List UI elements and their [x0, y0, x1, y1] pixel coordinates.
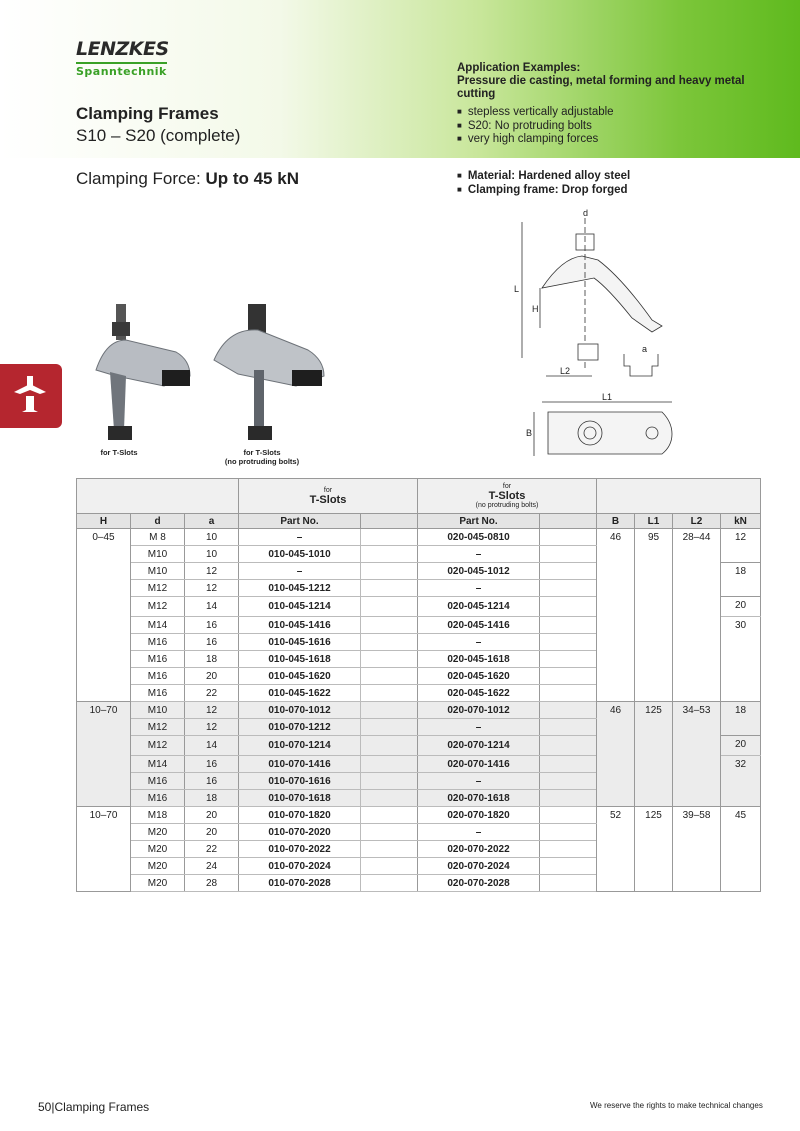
table-cell: 010-070-2020 — [239, 824, 361, 841]
table-cell — [361, 719, 418, 736]
table-row — [77, 529, 761, 546]
table-cell — [540, 597, 597, 617]
table-cell: M16 — [131, 773, 185, 790]
table-cell — [361, 790, 418, 807]
table-cell: M16 — [131, 790, 185, 807]
table-cell: M12 — [131, 597, 185, 617]
table-cell: 34–53 — [673, 702, 721, 807]
feature-item: ■ S20: No protruding bolts — [457, 120, 614, 134]
table-cell: 020-045-1416 — [418, 617, 540, 634]
table-cell — [540, 756, 597, 773]
table-cell: M10 — [131, 702, 185, 719]
table-cell: 16 — [185, 773, 239, 790]
table-cell — [540, 668, 597, 685]
table-cell: 020-045-1622 — [418, 685, 540, 702]
table-cell: 020-070-1416 — [418, 756, 540, 773]
feature-list — [457, 106, 614, 147]
spec-table — [76, 478, 761, 892]
table-cell: 010-045-1010 — [239, 546, 361, 563]
table-cell — [540, 790, 597, 807]
table-cell: 10–70 — [77, 807, 131, 892]
table-cell: M20 — [131, 875, 185, 892]
table-cell: 46 — [597, 702, 635, 807]
table-cell: 010-070-1212 — [239, 719, 361, 736]
table-cell — [361, 546, 418, 563]
table-cell — [540, 875, 597, 892]
caption-right-line2: (no protruding bolts) — [224, 457, 300, 466]
table-cell — [361, 841, 418, 858]
group-note: (no protruding bolts) — [475, 502, 539, 509]
blank-header-cell — [597, 479, 761, 514]
table-cell: 18 — [721, 702, 761, 736]
brand-logo — [76, 38, 186, 80]
table-cell: 12 — [185, 702, 239, 719]
table-cell: – — [418, 719, 540, 736]
table-cell: M18 — [131, 807, 185, 824]
table-cell: 020-070-2024 — [418, 858, 540, 875]
table-cell: M14 — [131, 756, 185, 773]
table-cell: – — [239, 563, 361, 580]
table-cell: 0–45 — [77, 529, 131, 702]
technical-drawing — [512, 208, 692, 458]
table-cell — [361, 858, 418, 875]
table-cell — [361, 685, 418, 702]
table-cell: 95 — [635, 529, 673, 702]
feature-item: ■ very high clamping forces — [457, 133, 614, 147]
group-for: for — [323, 486, 333, 494]
clamp-photo-right-image — [208, 300, 333, 450]
table-cell: M 8 — [131, 529, 185, 546]
col-header: Part No. — [239, 514, 361, 529]
application-heading — [457, 62, 757, 101]
table-cell: 12 — [185, 719, 239, 736]
table-cell — [361, 773, 418, 790]
group-name: T-Slots — [309, 493, 347, 506]
table-cell — [361, 617, 418, 634]
table-cell: – — [418, 546, 540, 563]
table-cell: 020-070-2028 — [418, 875, 540, 892]
table-cell: 020-070-2022 — [418, 841, 540, 858]
application-label: Application Examples: — [457, 62, 581, 74]
table-cell: 010-045-1618 — [239, 651, 361, 668]
table-cell: M20 — [131, 841, 185, 858]
table-cell: 16 — [185, 756, 239, 773]
table-cell — [540, 546, 597, 563]
table-cell: 010-070-1618 — [239, 790, 361, 807]
table-cell: 020-070-1012 — [418, 702, 540, 719]
table-cell: 010-070-1416 — [239, 756, 361, 773]
table-cell — [540, 617, 597, 634]
page-subtitle: S10 – S20 (complete) — [76, 126, 241, 145]
table-cell: 010-070-1616 — [239, 773, 361, 790]
caption-left: for T-Slots — [100, 448, 138, 457]
table-cell: 010-045-1212 — [239, 580, 361, 597]
brand-name: LENZKES — [76, 38, 169, 60]
table-cell: M20 — [131, 824, 185, 841]
table-cell: 45 — [721, 807, 761, 892]
table-cell: 010-045-1620 — [239, 668, 361, 685]
table-cell — [361, 597, 418, 617]
table-cell — [361, 875, 418, 892]
table-cell — [540, 807, 597, 824]
table-cell — [361, 702, 418, 719]
table-cell: 10 — [185, 546, 239, 563]
material-item: ■ Clamping frame: Drop forged — [457, 184, 630, 198]
group-for: for — [502, 483, 512, 490]
table-column-header — [77, 514, 761, 529]
table-cell: M20 — [131, 858, 185, 875]
table-cell: 020-070-1618 — [418, 790, 540, 807]
page-footer: 50|Clamping Frames — [38, 1100, 150, 1114]
blank-header-cell — [77, 479, 239, 514]
table-cell — [361, 529, 418, 546]
table-cell: 125 — [635, 807, 673, 892]
table-cell — [540, 580, 597, 597]
table-cell — [361, 563, 418, 580]
table-cell — [361, 736, 418, 756]
group-header-tslots-np — [418, 479, 597, 514]
table-cell — [540, 824, 597, 841]
table-cell: 010-045-1416 — [239, 617, 361, 634]
table-cell: 22 — [185, 841, 239, 858]
table-cell: 30 — [721, 617, 761, 702]
group-header-tslots — [239, 479, 418, 514]
table-cell: 52 — [597, 807, 635, 892]
footer-note: We reserve the rights to make technical changes — [590, 1101, 763, 1110]
caption-right — [212, 448, 312, 466]
table-cell — [540, 563, 597, 580]
label-d: d — [583, 208, 589, 218]
table-cell — [361, 634, 418, 651]
table-cell — [540, 634, 597, 651]
page-title: Clamping Frames — [76, 104, 219, 123]
application-text: Pressure die casting, metal forming and heavy metal cutting — [457, 75, 745, 100]
label-L: L — [514, 284, 520, 294]
table-cell: 010-070-2024 — [239, 858, 361, 875]
table-cell: 18 — [721, 563, 761, 597]
col-header: L2 — [673, 514, 721, 529]
table-cell: 125 — [635, 702, 673, 807]
table-group-header — [77, 479, 761, 514]
feature-item: ■ stepless vertically adjustable — [457, 106, 614, 120]
table-cell: 010-070-1820 — [239, 807, 361, 824]
table-cell: 010-070-2022 — [239, 841, 361, 858]
table-cell — [361, 824, 418, 841]
table-cell: 12 — [185, 563, 239, 580]
table-cell: M10 — [131, 563, 185, 580]
table-cell: 39–58 — [673, 807, 721, 892]
table-cell: – — [418, 773, 540, 790]
table-cell: 28–44 — [673, 529, 721, 702]
table-cell: 020-045-1012 — [418, 563, 540, 580]
col-header: Part No. — [418, 514, 540, 529]
table-cell — [540, 702, 597, 719]
col-header-blank — [540, 514, 597, 529]
col-header: B — [597, 514, 635, 529]
table-cell: 020-045-1620 — [418, 668, 540, 685]
table-cell: 46 — [597, 529, 635, 702]
col-header: a — [185, 514, 239, 529]
table-cell — [540, 529, 597, 546]
col-header: L1 — [635, 514, 673, 529]
table-cell: 010-045-1214 — [239, 597, 361, 617]
table-cell: 020-045-1618 — [418, 651, 540, 668]
table-cell: M12 — [131, 736, 185, 756]
table-cell: 20 — [721, 597, 761, 617]
table-cell: 10–70 — [77, 702, 131, 807]
material-list — [457, 170, 630, 197]
table-cell: 22 — [185, 685, 239, 702]
label-L1: L1 — [602, 392, 613, 402]
table-cell: – — [239, 529, 361, 546]
page-number: 50 — [38, 1100, 52, 1114]
clamping-force — [76, 169, 299, 189]
table-cell: 020-070-1820 — [418, 807, 540, 824]
table-cell — [540, 685, 597, 702]
table-cell: 20 — [185, 668, 239, 685]
table-cell: 020-045-1214 — [418, 597, 540, 617]
group-name: T-Slots — [488, 490, 526, 502]
table-cell — [361, 580, 418, 597]
table-cell — [540, 719, 597, 736]
table-row — [77, 702, 761, 719]
table-cell: 28 — [185, 875, 239, 892]
label-a: a — [642, 344, 648, 354]
table-cell: – — [418, 824, 540, 841]
table-cell: 010-045-1622 — [239, 685, 361, 702]
table-cell: 020-070-1214 — [418, 736, 540, 756]
table-cell: 24 — [185, 858, 239, 875]
table-cell: 20 — [185, 807, 239, 824]
table-cell: 14 — [185, 597, 239, 617]
table-cell — [540, 651, 597, 668]
table-cell — [361, 668, 418, 685]
table-cell: 020-045-0810 — [418, 529, 540, 546]
table-cell: M14 — [131, 617, 185, 634]
label-H: H — [532, 304, 539, 314]
section-tab-icon[interactable] — [0, 364, 62, 428]
table-cell: M12 — [131, 580, 185, 597]
table-cell: M16 — [131, 634, 185, 651]
caption-right-line1: for T-Slots — [243, 448, 281, 457]
brand-tagline: Spanntechnik — [76, 62, 167, 78]
table-cell: 20 — [185, 824, 239, 841]
col-header-blank — [361, 514, 418, 529]
table-cell: M16 — [131, 651, 185, 668]
table-cell: 16 — [185, 634, 239, 651]
table-cell — [361, 756, 418, 773]
table-cell: 010-070-2028 — [239, 875, 361, 892]
table-cell: – — [418, 580, 540, 597]
material-item: ■ Material: Hardened alloy steel — [457, 170, 630, 184]
force-label: Clamping Force: — [76, 169, 201, 188]
footer-section: Clamping Frames — [54, 1100, 150, 1114]
force-value: Up to 45 kN — [205, 169, 299, 188]
table-cell: 12 — [185, 580, 239, 597]
table-cell: 18 — [185, 790, 239, 807]
table-cell — [361, 651, 418, 668]
table-cell: 010-070-1214 — [239, 736, 361, 756]
table-cell: M12 — [131, 719, 185, 736]
table-cell — [540, 773, 597, 790]
table-cell: 20 — [721, 736, 761, 756]
table-cell: 010-070-1012 — [239, 702, 361, 719]
clamp-photo-left-image — [86, 300, 206, 450]
table-cell: 16 — [185, 617, 239, 634]
label-B: B — [526, 428, 533, 438]
table-cell: 10 — [185, 529, 239, 546]
table-cell: M16 — [131, 685, 185, 702]
table-row — [77, 807, 761, 824]
col-header: H — [77, 514, 131, 529]
table-cell: M10 — [131, 546, 185, 563]
table-cell: – — [418, 634, 540, 651]
table-body — [77, 529, 761, 892]
table-cell — [540, 858, 597, 875]
col-header: kN — [721, 514, 761, 529]
table-cell: 12 — [721, 529, 761, 563]
table-cell: M16 — [131, 668, 185, 685]
table-cell — [540, 736, 597, 756]
table-cell: 010-045-1616 — [239, 634, 361, 651]
table-cell: 18 — [185, 651, 239, 668]
table-cell — [540, 841, 597, 858]
table-cell: 32 — [721, 756, 761, 807]
table-cell — [361, 807, 418, 824]
table-cell: 14 — [185, 736, 239, 756]
label-L2: L2 — [560, 366, 571, 376]
col-header: d — [131, 514, 185, 529]
